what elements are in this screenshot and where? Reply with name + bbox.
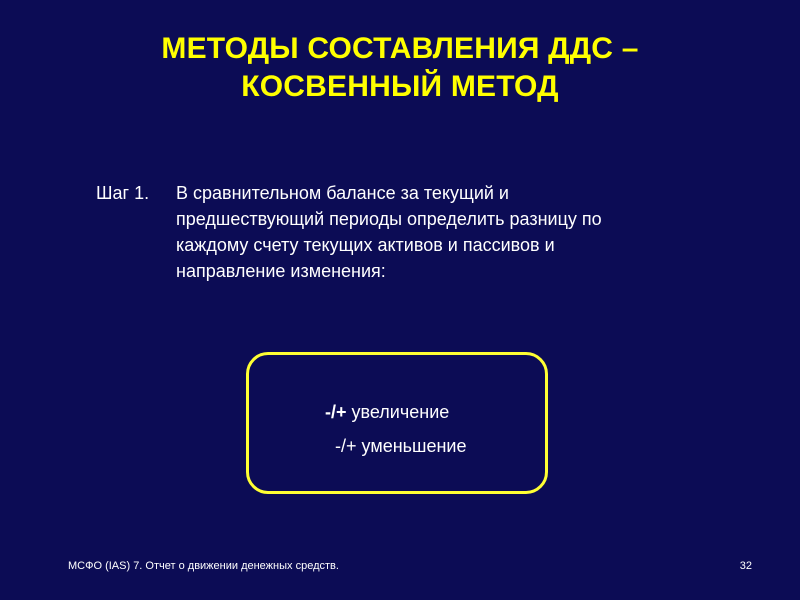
step-text-line-1: В сравнительном балансе за текущий и	[176, 183, 509, 203]
slide-title-line-2: КОСВЕННЫЙ МЕТОД	[241, 70, 559, 103]
step-text-line-4: направление изменения:	[176, 261, 386, 281]
slide-title-line-1: МЕТОДЫ СОСТАВЛЕНИЯ ДДС –	[161, 32, 639, 65]
step-label: Шаг 1.	[96, 183, 150, 203]
increase-label: увеличение	[351, 402, 450, 422]
step-1-paragraph	[96, 180, 736, 284]
increase-line	[325, 401, 449, 423]
decrease-label: уменьшение	[361, 436, 467, 456]
slide-title	[0, 30, 800, 106]
decrease-sign: -/+	[335, 436, 357, 456]
page-number: 32	[739, 560, 752, 572]
step-text-line-2: предшествующий периоды определить разницу по	[176, 209, 602, 229]
slide-footer: МСФО (IAS) 7. Отчет о движении денежных средств.	[68, 560, 339, 572]
step-text-line-3: каждому счету текущих активов и пассивов и	[176, 235, 555, 255]
change-direction-box	[246, 352, 548, 494]
increase-sign: -/+	[325, 402, 347, 422]
decrease-line	[335, 435, 467, 457]
